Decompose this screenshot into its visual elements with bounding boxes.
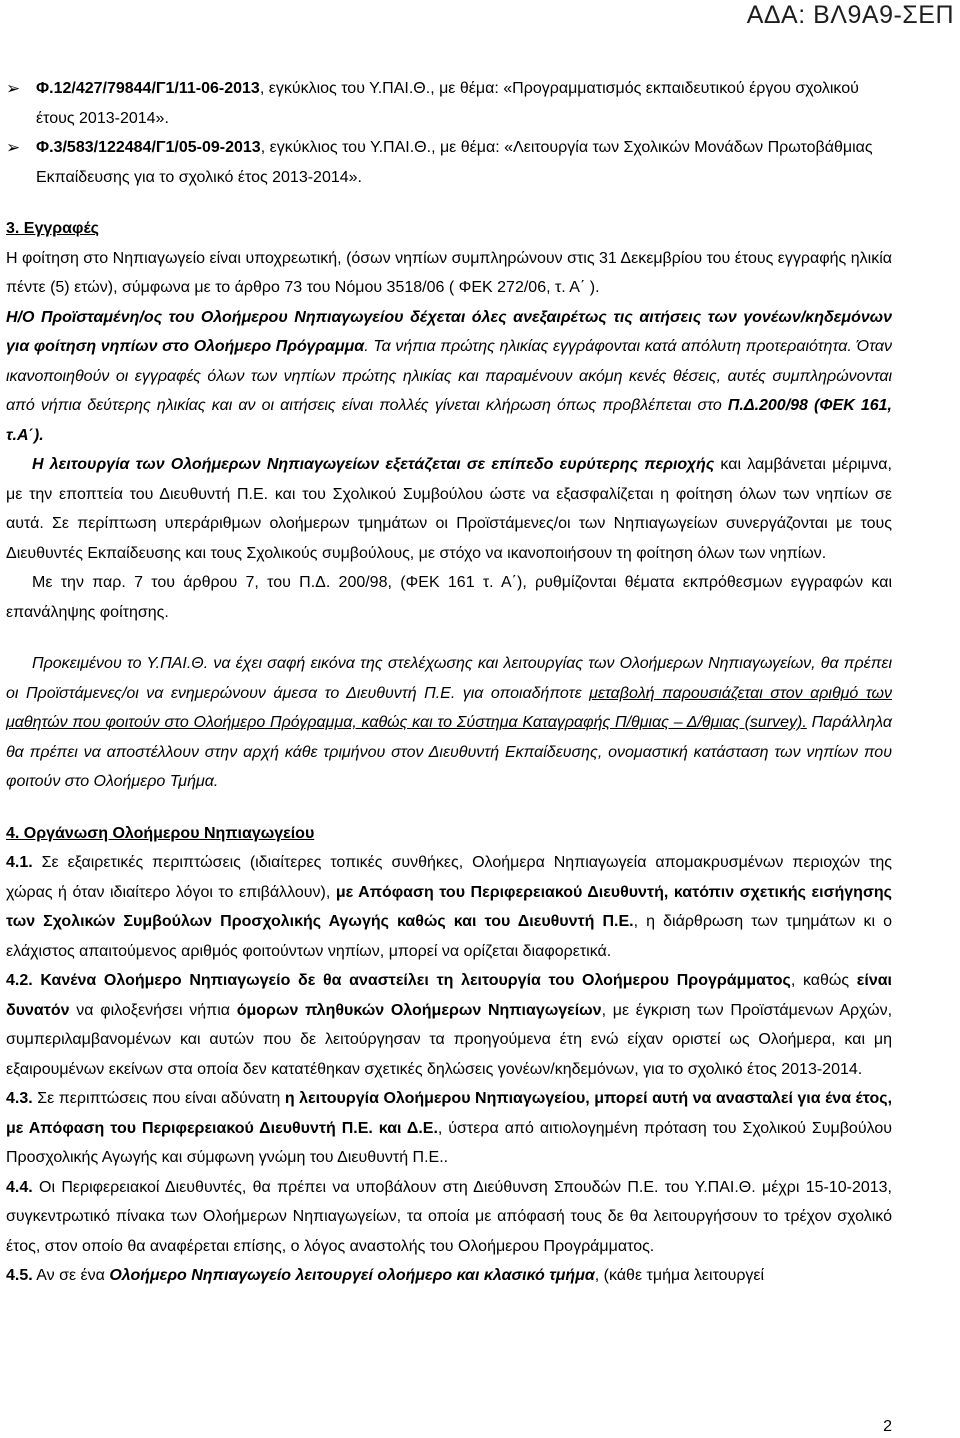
document-body bbox=[6, 74, 892, 1291]
bullet-text bbox=[36, 133, 892, 192]
circular-description: , εγκύκλιος του Υ.ΠΑΙ.Θ., με θέμα: «Προγραμματισμός εκπαιδευτικού έργου σχολικού έτους 2013-2014». bbox=[36, 80, 859, 127]
emphasis-text: Η/Ο Προϊσταμένη/ος του Ολοήμερου Νηπιαγωγείου δέχεται όλες ανεξαιρέτως τις αιτήσεις των γονέων/κηδεμόνων για φοίτηση νηπίων στο Ολοήμερο Πρόγραμμα bbox=[6, 308, 892, 355]
paragraph-text: , ύστερα από αιτιολογημένη πρόταση του Σχολικού Συμβούλου Προσχολικής Αγωγής και σύμφωνη γνώμη του Διευθυντή Π.Ε.. bbox=[6, 1119, 892, 1166]
circular-description: , εγκύκλιος του Υ.ΠΑΙ.Θ., με θέμα: «Λειτουργία των Σχολικών Μονάδων Πρωτοβάθμιας Εκπαίδευσης για το σχολικό έτος 2013-2014». bbox=[36, 139, 873, 186]
circular-ref: Φ.3/583/122484/Γ1/05-09-2013 bbox=[36, 139, 261, 156]
paragraph-text: και λαμβάνεται μέριμνα, με την εποπτεία του Διευθυντή Π.Ε. και του Σχολικού Συμβούλου ώστε να εξασφαλίζεται η φοίτηση όλων των νηπίων σε αυτά. Σε περίπτωση υπεράριθμων ολοήμερων τμημάτων οι Προϊστάμενες/οι των Νηπιαγωγείων συνεργάζονται με τους Διευθυντές Εκπαίδευσης και τους Σχολικούς συμβούλους, με στόχο να ικανοποιήσουν τη φοίτηση όλων των νηπίων. bbox=[6, 456, 893, 562]
bold-text: όμορων πληθυκών Ολοήμερων Νηπιαγωγείων bbox=[236, 1001, 602, 1019]
bold-text: με Απόφαση του Περιφερειακού Διευθυντή, κατόπιν σχετικής εισήγησης των Σχολικών Συμβούλων Προσχολικής Αγωγής καθώς και του Διευθυντή Π.Ε. bbox=[6, 883, 892, 930]
subsection-number: 4.1. bbox=[6, 854, 33, 871]
bold-text: 4.2. Κανένα Ολοήμερο Νηπιαγωγείο δε θα αναστείλει τη λειτουργία του Ολοήμερου Προγράμματος bbox=[6, 972, 791, 989]
subsection-number: 4.4. bbox=[6, 1178, 33, 1196]
paragraph bbox=[6, 1173, 892, 1262]
italic-text: Προκειμένου το Υ.ΠΑΙ.Θ. να έχει σαφή εικόνα της στελέχωσης και λειτουργίας των Ολοήμερων Νηπιαγωγείων, θα πρέπει οι Προϊστάμενες/οι να ενημερώνουν άμεσα το Διευθυντή Π.Ε. για οποιαδήποτε bbox=[6, 655, 892, 702]
section-4-heading: 4. Οργάνωση Ολοήμερου Νηπιαγωγείου bbox=[6, 824, 315, 842]
paragraph-text: Σε περιπτώσεις που είναι αδύνατη bbox=[32, 1090, 285, 1107]
paragraph bbox=[6, 450, 892, 568]
underlined-text: μεταβολή παρουσιάζεται στον αριθμό των μαθητών που φοιτούν στο Ολοήμερο Πρόγραμμα, καθώς και το Σύστημα Καταγραφής Π/θμιας – Δ/θμιας (survey). bbox=[6, 684, 892, 731]
emphasis-text: Η λειτουργία των Ολοήμερων Νηπιαγωγείων εξετάζεται σε επίπεδο ευρύτερης περιοχής bbox=[32, 456, 715, 473]
paragraph-text: , με έγκριση των Προϊστάμενων Αρχών, συμπεριλαμβανομένων και αυτών που δε λειτούργησαν τα προηγούμενα έτη ενώ είχαν οριστεί ως Ολοήμερα, και μη εξαιρουμένων εκείνων στα οποία δεν κατατέθηκαν σχετικές δηλώσεις γονέων/κηδεμόνων, για το σχολικό έτος 2013-2014. bbox=[6, 1001, 893, 1078]
subsection-number: 4.5. bbox=[6, 1267, 33, 1284]
bold-text: είναι δυνατόν bbox=[6, 972, 892, 1019]
paragraph: Με την παρ. 7 του άρθρου 7, του Π.Δ. 200/98, (ΦΕΚ 161 τ. Α΄), ρυθμίζονται θέματα εκπρόθεσμων εγγραφών και επανάληψης φοίτησης. bbox=[6, 574, 892, 621]
paragraph-text: Σε εξαιρετικές περιπτώσεις (ιδιαίτερες τοπικές συνθήκες, Ολοήμερα Νηπιαγωγεία απομακρυσμένων περιοχών της χώρας ή όταν ιδιαίτερο λόγοι το επιβάλλουν), bbox=[6, 854, 892, 901]
bullet-text bbox=[36, 74, 892, 133]
arrow-bullet-icon: ➢ bbox=[6, 79, 21, 98]
italic-text: Παράλληλα θα πρέπει να αποστέλλουν στην αρχή κάθε τριμήνου στον Διευθυντή Εκπαίδευσης, ονομαστική κατάσταση των νηπίων που φοιτούν στο Ολοήμερο Τμήμα. bbox=[6, 714, 892, 790]
ada-header: ΑΔΑ: ΒΛ9Α9-ΣΕΠ bbox=[746, 1, 954, 29]
emphasis-text: Ολοήμερο Νηπιαγωγείο λειτουργεί ολοήμερο και κλασικό τμήμα bbox=[109, 1267, 595, 1284]
reference-bullet bbox=[6, 74, 892, 133]
circular-ref: Φ.12/427/79844/Γ1/11-06-2013 bbox=[36, 80, 260, 97]
paragraph-text: , η διάρθρωση των τμημάτων κι ο ελάχιστος απαιτούμενος αριθμός φοιτούντων νηπίων, μπορεί να ορίζεται διαφορετικά. bbox=[6, 913, 893, 960]
paragraph bbox=[6, 848, 892, 966]
page-number: 2 bbox=[883, 1418, 892, 1435]
paragraph-text: , (κάθε τμήμα λειτουργεί bbox=[594, 1267, 765, 1284]
italic-text: . Τα νήπια πρώτης ηλικίας εγγράφονται κατά απόλυτη προτεραιότητα. Όταν ικανοποιηθούν οι εγγραφές όλων των νηπίων πρώτης ηλικίας και παραμένουν ακόμη κενές θέσεις, αυτές συμπληρώνονται από νήπια δεύτερης ηλικίας και αν οι αιτήσεις είναι πολλές γίνεται κλήρωση όπως προβλέπεται στο bbox=[6, 338, 893, 414]
paragraph bbox=[6, 303, 892, 451]
bold-text: η λειτουργία Ολοήμερου Νηπιαγωγείου, μπορεί αυτή να ανασταλεί για ένα έτος, με Απόφαση του Περιφερειακού Διευθυντή Π.Ε. και Δ.Ε. bbox=[6, 1090, 893, 1137]
reference-bullet bbox=[6, 133, 892, 192]
paragraph bbox=[6, 649, 892, 797]
paragraph-text: να φιλοξενήσει νήπια bbox=[69, 1001, 237, 1019]
paragraph bbox=[6, 1084, 892, 1173]
paragraph bbox=[6, 966, 892, 1084]
paragraph bbox=[6, 1261, 892, 1291]
paragraph-text: Αν σε ένα bbox=[32, 1267, 110, 1284]
paragraph: Η φοίτηση στο Νηπιαγωγείο είναι υποχρεωτική, (όσων νηπίων συμπληρώνουν στις 31 Δεκεμβρίου του έτους εγγραφής ηλικία πέντε (5) ετών), σύμφωνα με το άρθρο 73 του Νόμου 3518/06 ( ΦΕΚ 272/06, τ. Α΄ ). bbox=[6, 249, 892, 296]
decree-ref: Π.Δ.200/98 (ΦΕΚ 161, τ.Α΄). bbox=[6, 397, 893, 444]
paragraph-text: , καθώς bbox=[790, 972, 857, 989]
arrow-bullet-icon: ➢ bbox=[6, 138, 21, 157]
subsection-number: 4.3. bbox=[6, 1090, 33, 1107]
paragraph-text: Οι Περιφερειακοί Διευθυντές, θα πρέπει να υποβάλουν στη Διεύθυνση Σπουδών Π.Ε. του Υ.ΠΑΙ.Θ. μέχρι 15-10-2013, συγκεντρωτικό πίνακα των Ολοήμερων Νηπιαγωγείων, τα οποία με απόφασή τους δε θα λειτουργήσουν το τρέχον σχολικό έτος, στον οποίο θα αναφέρεται επίσης, ο λόγος αναστολής του Ολοήμερου Προγράμματος. bbox=[6, 1178, 892, 1255]
section-3-heading: 3. Εγγραφές bbox=[6, 220, 99, 237]
